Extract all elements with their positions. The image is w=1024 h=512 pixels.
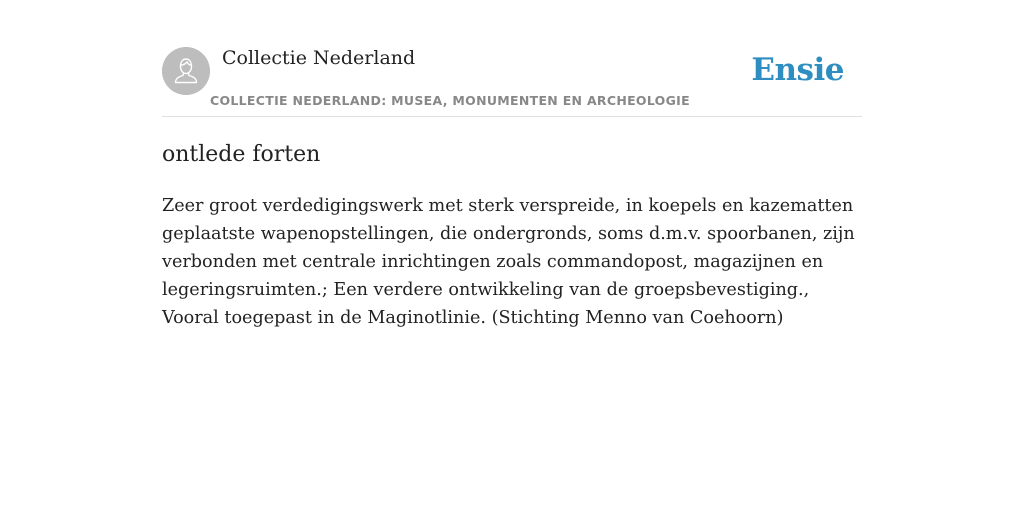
avatar[interactable] xyxy=(162,47,210,95)
user-silhouette-icon xyxy=(162,47,210,95)
brand-logo[interactable]: Ensie xyxy=(751,52,844,88)
collection-name[interactable]: COLLECTIE NEDERLAND: MUSEA, MONUMENTEN EN ARCHEOLOGIE xyxy=(210,93,690,108)
term-title: ontlede forten xyxy=(162,142,321,167)
definition-text: Zeer groot verdedigingswerk met sterk verspreide, in koepels en kazematten geplaatste wapenopstellingen, die ondergronds, soms d.m.v. spoorbanen, zijn verbonden met centrale inrichtingen zoals commandopost, magazijnen en legeringsruimten.; Een verdere ontwikkeling van de groepsbevestiging., Vooral toegepast in de Maginotlinie. (Stichting Menno van Coehoorn) xyxy=(162,196,855,328)
page xyxy=(162,0,862,512)
header xyxy=(162,0,862,117)
author-name[interactable]: Collectie Nederland xyxy=(222,47,416,69)
